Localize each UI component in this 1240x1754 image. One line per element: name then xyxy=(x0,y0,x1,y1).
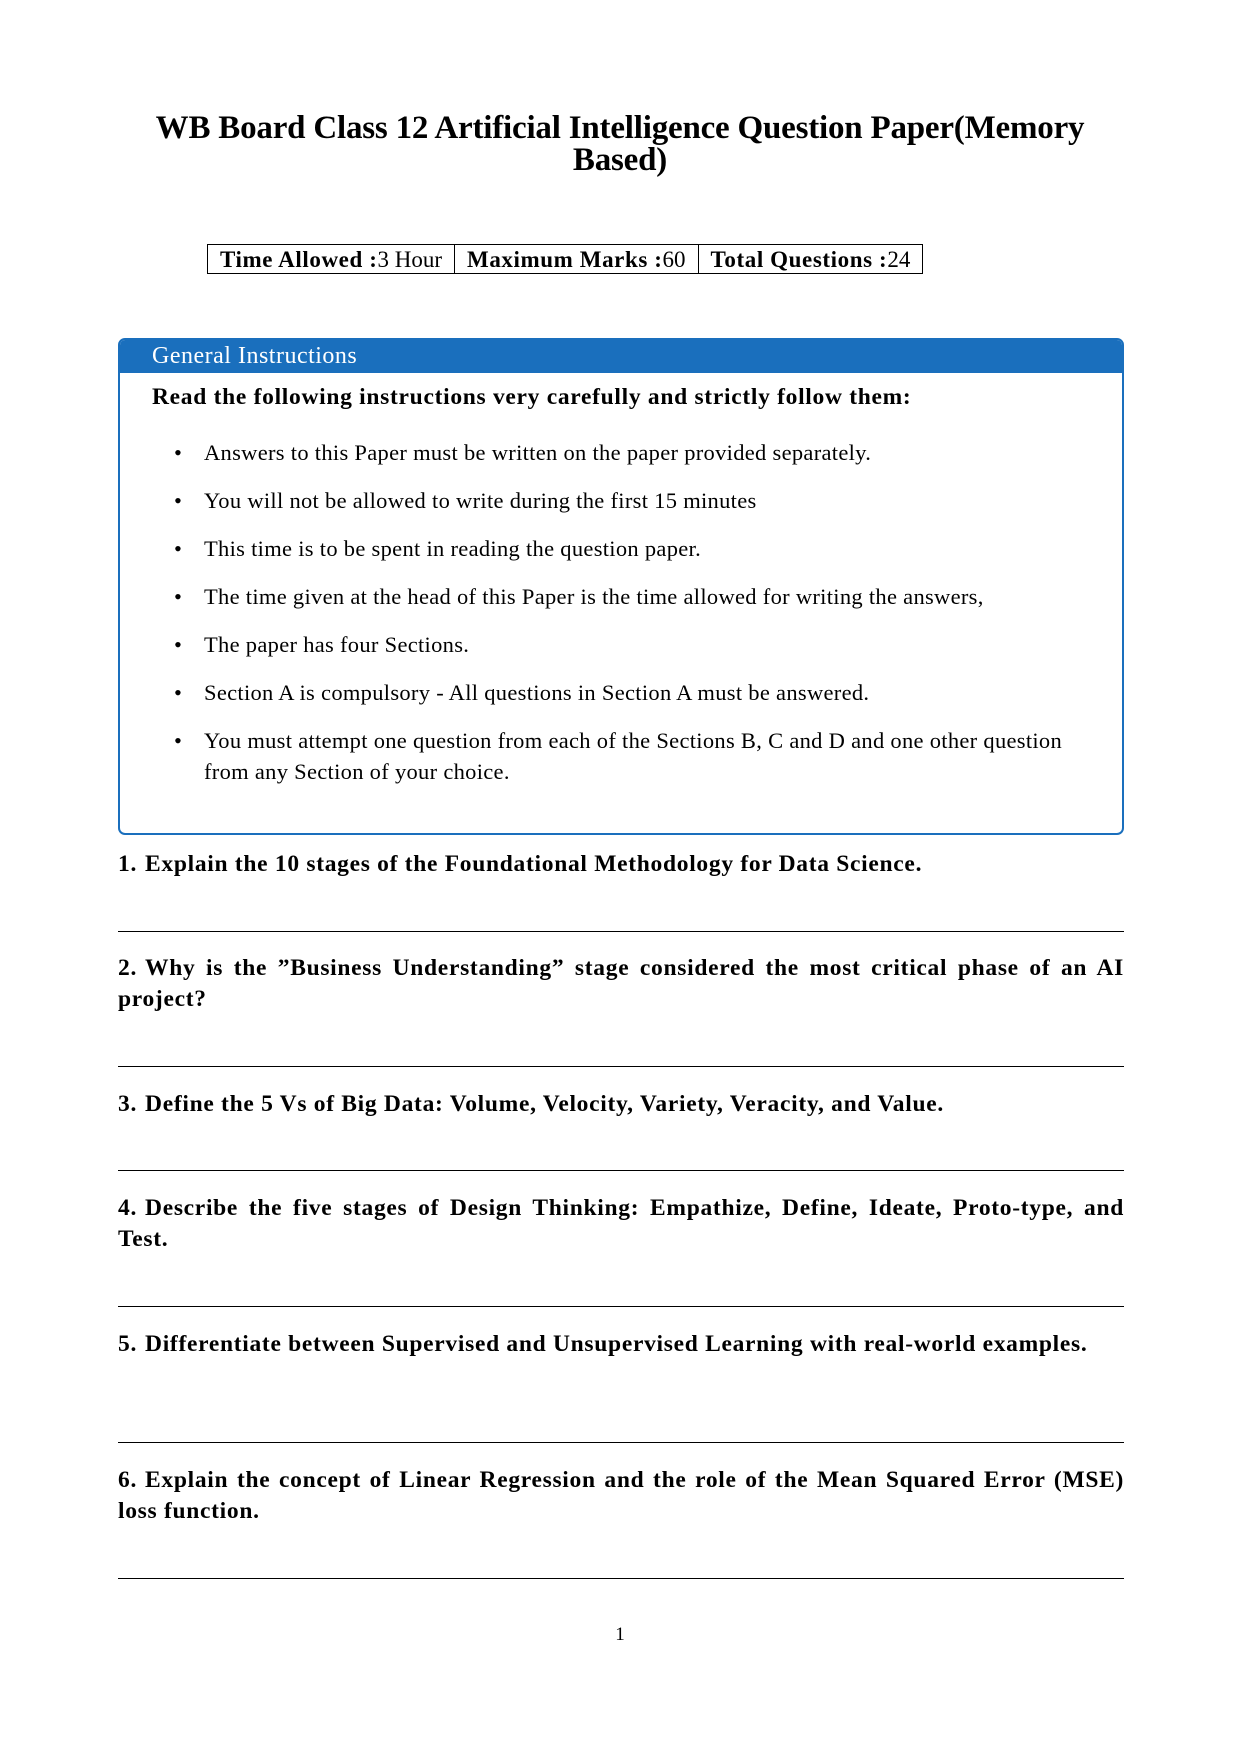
bullet-icon: • xyxy=(174,584,183,609)
instruction-item xyxy=(152,581,1072,612)
instruction-item xyxy=(152,485,1072,516)
instruction-text: You must attempt one question from each of the Sections B, C and D and one other question from any Section of your choice. xyxy=(204,728,1063,784)
instruction-text: Section A is compulsory - All questions in Section A must be answered. xyxy=(204,680,870,705)
question-4 xyxy=(118,1193,1124,1255)
question-text: Define the 5 Vs of Big Data: Volume, Velocity, Variety, Veracity, and Value. xyxy=(145,1091,944,1117)
question-text: Explain the 10 stages of the Foundational Methodology for Data Science. xyxy=(145,851,923,877)
question-number: 3. xyxy=(118,1091,138,1117)
instructions-list xyxy=(152,437,1072,804)
instruction-item xyxy=(152,437,1072,468)
exam-meta-table xyxy=(207,244,923,274)
instruction-item xyxy=(152,677,1072,708)
question-text: Why is the ”Business Understanding” stage considered the most critical phase of an AI project? xyxy=(118,955,1124,1012)
maximum-marks-cell xyxy=(455,245,699,273)
answer-divider xyxy=(118,1066,1124,1067)
instructions-lead: Read the following instructions very carefully and strictly follow them: xyxy=(152,384,912,410)
time-allowed-value: 3 Hour xyxy=(377,247,443,272)
instruction-item xyxy=(152,629,1072,660)
general-instructions-box xyxy=(118,338,1124,835)
instruction-text: The time given at the head of this Paper is the time allowed for writing the answers, xyxy=(204,584,984,609)
bullet-icon: • xyxy=(174,728,183,753)
total-questions-value: 24 xyxy=(887,247,911,272)
bullet-icon: • xyxy=(174,680,183,705)
total-questions-label: Total Questions : xyxy=(710,247,888,272)
page-number: 1 xyxy=(615,1624,625,1645)
question-number: 2. xyxy=(118,955,138,981)
bullet-icon: • xyxy=(174,488,183,513)
answer-divider xyxy=(118,1170,1124,1171)
question-number: 6. xyxy=(118,1467,138,1493)
bullet-icon: • xyxy=(174,536,183,561)
question-number: 4. xyxy=(118,1195,138,1221)
instruction-text: Answers to this Paper must be written on the paper provided separately. xyxy=(204,440,872,465)
bullet-icon: • xyxy=(174,440,183,465)
instruction-text: You will not be allowed to write during the first 15 minutes xyxy=(204,488,757,513)
maximum-marks-label: Maximum Marks : xyxy=(467,247,663,272)
question-text: Describe the five stages of Design Thinking: Empathize, Define, Ideate, Proto-type, and Test. xyxy=(118,1195,1124,1252)
answer-divider xyxy=(118,1306,1124,1307)
instruction-text: The paper has four Sections. xyxy=(204,632,470,657)
question-text: Differentiate between Supervised and Unsupervised Learning with real-world examples. xyxy=(145,1331,1088,1357)
bullet-icon: • xyxy=(174,632,183,657)
question-text: Explain the concept of Linear Regression and the role of the Mean Squared Error (MSE) loss function. xyxy=(118,1467,1124,1524)
total-questions-cell xyxy=(699,245,923,273)
question-3 xyxy=(118,1089,1124,1120)
page-title: WB Board Class 12 Artificial Intelligence Question Paper(Memory Based) xyxy=(155,110,1085,178)
maximum-marks-value: 60 xyxy=(662,247,686,272)
time-allowed-label: Time Allowed : xyxy=(220,247,378,272)
question-number: 1. xyxy=(118,851,138,877)
instruction-item xyxy=(152,533,1072,564)
question-number: 5. xyxy=(118,1331,138,1357)
question-5 xyxy=(118,1329,1124,1360)
time-allowed-cell xyxy=(208,245,455,273)
instruction-item xyxy=(152,725,1072,787)
instruction-text: This time is to be spent in reading the question paper. xyxy=(204,536,702,561)
instructions-header: General Instructions xyxy=(120,340,1122,373)
question-1 xyxy=(118,849,1124,880)
question-6 xyxy=(118,1465,1124,1527)
question-2 xyxy=(118,953,1124,1015)
answer-divider xyxy=(118,1442,1124,1443)
answer-divider xyxy=(118,931,1124,932)
answer-divider xyxy=(118,1578,1124,1579)
